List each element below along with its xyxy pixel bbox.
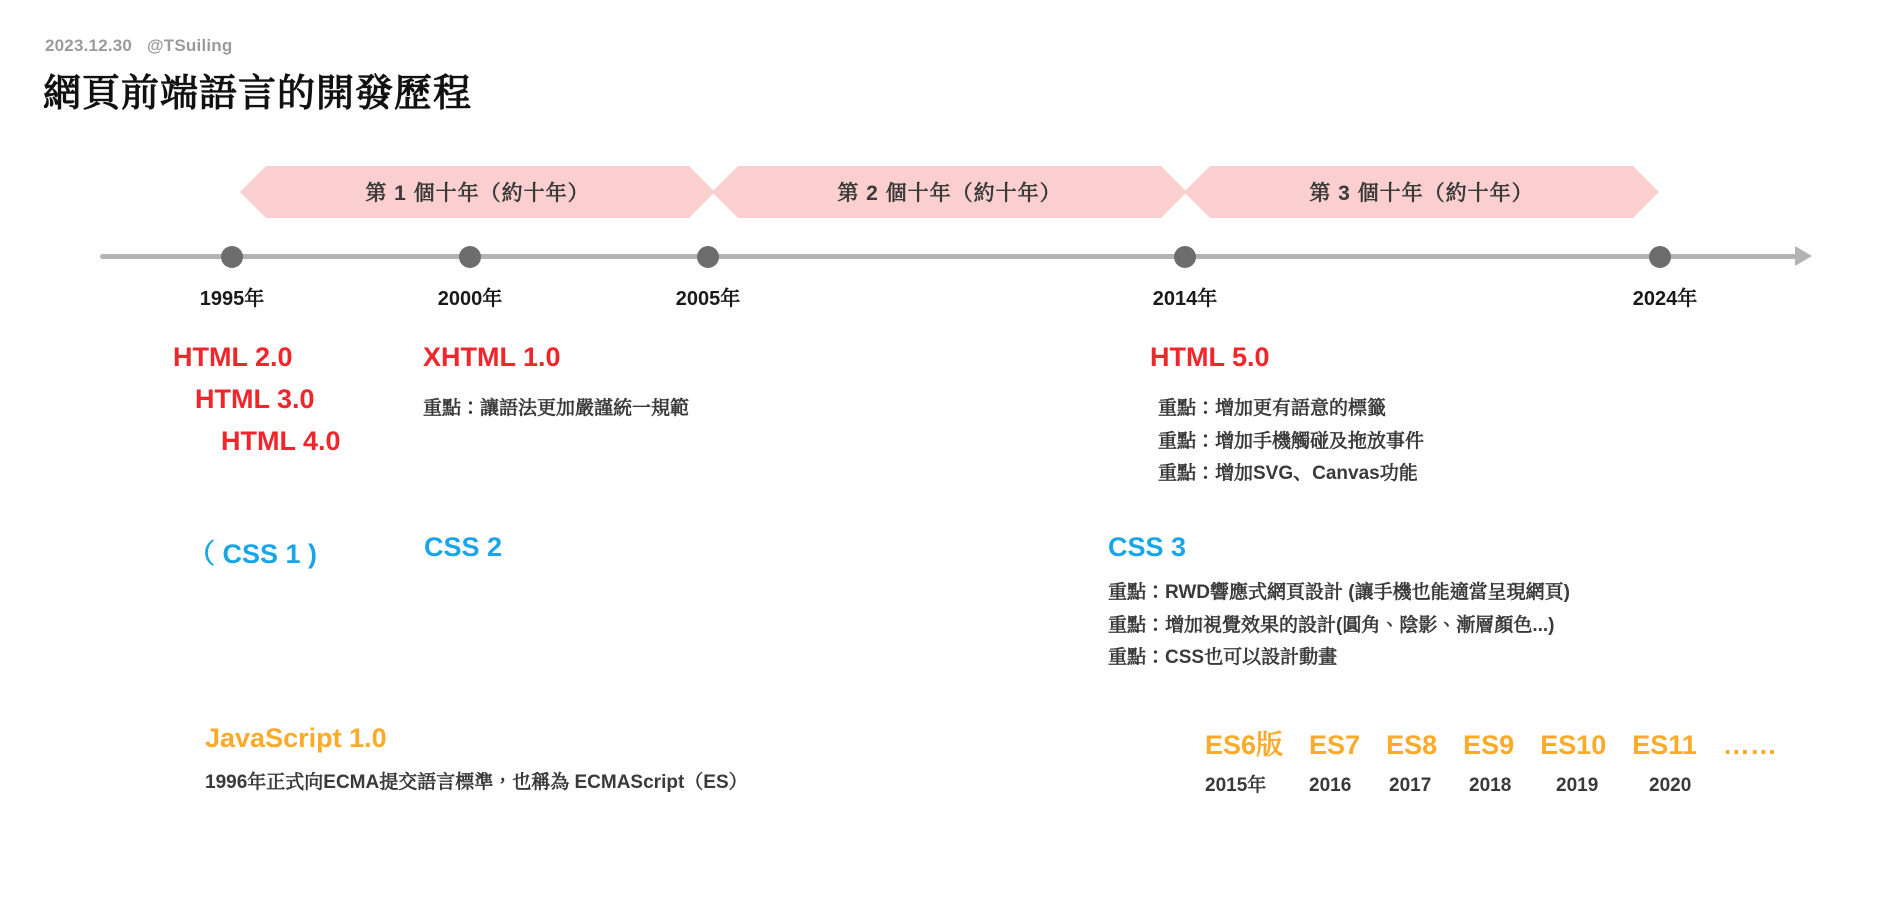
es9-label: ES9 — [1463, 730, 1515, 760]
es-year-2017: 2017 — [1389, 775, 1432, 796]
meta-handle: @TSuiling — [147, 36, 233, 55]
javascript-group — [205, 723, 748, 800]
meta-line — [45, 36, 232, 56]
html-2-0-label: HTML 2.0 — [173, 342, 293, 372]
html-5-0-note-2: 重點：增加手機觸碰及拖放事件 — [1158, 430, 1425, 452]
es-year-2018: 2018 — [1469, 775, 1512, 796]
timeline-dot-1995 — [221, 246, 243, 268]
es-year-2016: 2016 — [1309, 775, 1352, 796]
es-year-2020: 2020 — [1649, 775, 1692, 796]
es-versions-group — [1205, 723, 1777, 797]
decade-banner-1 — [240, 166, 715, 218]
timeline-dot-2024 — [1649, 246, 1671, 268]
html-5-0-group — [1150, 337, 1424, 491]
javascript-note: 1996年正式向ECMA提交語言標準，也稱為 ECMAScript（ES） — [205, 772, 748, 793]
es-year-2019: 2019 — [1556, 775, 1599, 796]
es7-label: ES7 — [1309, 730, 1361, 760]
es11-label: ES11 — [1632, 730, 1697, 760]
html-5-0-note-3: 重點：增加SVG、Canvas功能 — [1158, 463, 1418, 485]
css-1-title: （ CSS 1 ) — [188, 539, 318, 569]
timeline-label-2024: 2024年 — [1632, 288, 1698, 310]
es6-label: ES6版 — [1205, 730, 1284, 760]
css-3-note-3: 重點：CSS也可以設計動畫 — [1108, 647, 1338, 669]
css-3-note-2: 重點：增加視覺效果的設計(圓角、陰影、漸層顏色...) — [1108, 614, 1555, 636]
html-5-0-note-1: 重點：增加更有語意的標籤 — [1158, 397, 1387, 419]
javascript-title: JavaScript 1.0 — [205, 723, 387, 753]
es-ellipsis-label: …… — [1722, 730, 1777, 760]
html-versions-1995 — [173, 337, 341, 463]
xhtml-1-0-title: XHTML 1.0 — [423, 342, 561, 372]
es-versions-row — [1205, 723, 1777, 762]
timeline-axis — [100, 254, 1800, 259]
xhtml-1-0-note: 重點：讓語法更加嚴謹統一規範 — [423, 397, 690, 419]
decade-label: 第 3 個十年（約十年） — [1309, 182, 1534, 205]
decade-label: 第 1 個十年（約十年） — [365, 182, 590, 205]
es8-label: ES8 — [1386, 730, 1438, 760]
css-3-note-1: 重點：RWD響應式網頁設計 (讓手機也能適當呈現網頁) — [1108, 582, 1570, 603]
timeline-label-2014: 2014年 — [1152, 288, 1218, 310]
timeline-label-2000: 2000年 — [437, 288, 503, 310]
timeline-dot-2005 — [697, 246, 719, 268]
html-5-0-title: HTML 5.0 — [1150, 342, 1270, 372]
meta-date: 2023.12.30 — [45, 36, 133, 55]
timeline-arrow-icon — [1795, 246, 1812, 266]
css-3-title: CSS 3 — [1108, 532, 1187, 562]
decade-label: 第 2 個十年（約十年） — [837, 182, 1062, 205]
page-title: 網頁前端語言的開發歷程 — [43, 73, 473, 115]
decade-banner-2 — [712, 166, 1187, 218]
es-year-2015: 2015年 — [1205, 775, 1267, 796]
css-3-group — [1108, 532, 1570, 675]
timeline-label-2005: 2005年 — [675, 288, 741, 310]
xhtml-1-0-group — [423, 337, 689, 426]
timeline-dot-2014 — [1174, 246, 1196, 268]
css-2-title: CSS 2 — [424, 532, 503, 562]
html-3-0-label: HTML 3.0 — [195, 383, 315, 414]
es-years-row — [1205, 770, 1777, 797]
html-4-0-label: HTML 4.0 — [221, 425, 341, 456]
timeline-label-1995: 1995年 — [199, 288, 265, 310]
decade-banner-3 — [1184, 166, 1659, 218]
timeline-dot-2000 — [459, 246, 481, 268]
es10-label: ES10 — [1540, 730, 1607, 760]
